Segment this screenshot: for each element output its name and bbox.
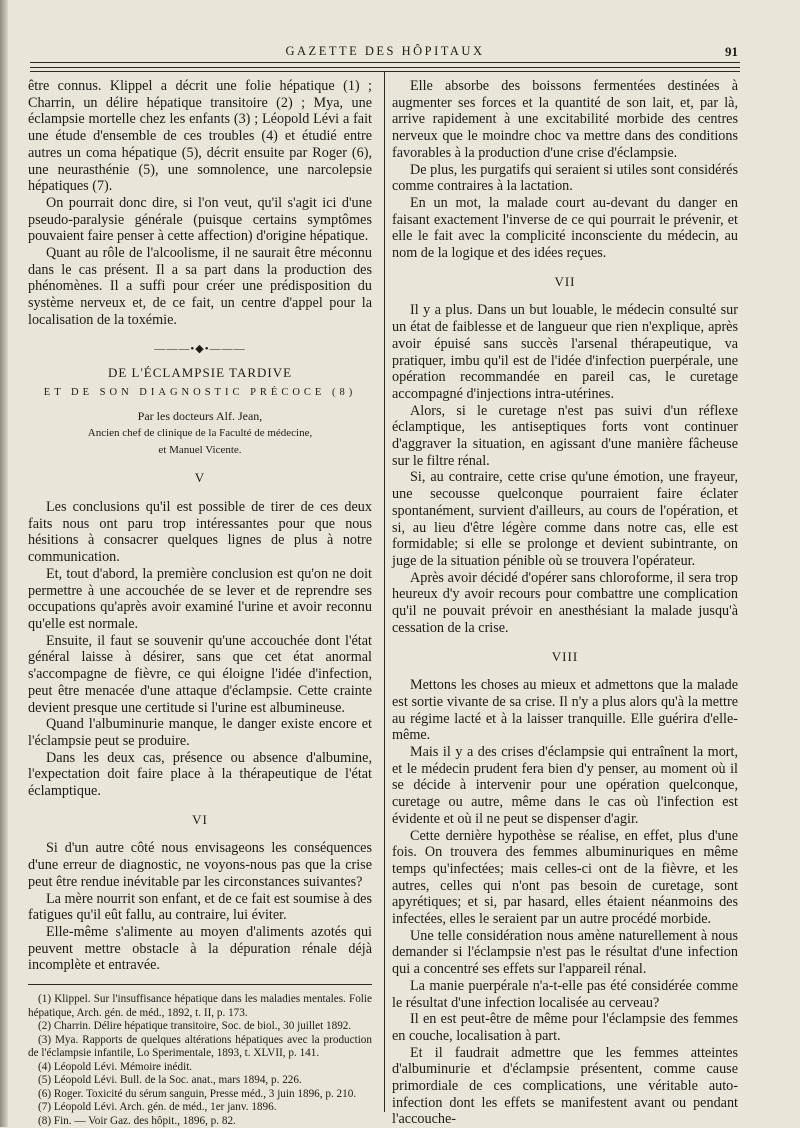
right-column [392, 78, 738, 1128]
footnote: (8) Fin. — Voir Gaz. des hôpit., 1896, p. 82. [38, 1114, 236, 1127]
footnote: (1) Klippel. Sur l'insuffisance hépatique dans les maladies mentales. Folie hépatique, Arch. gén. de méd., 1892, t. II, p. 173. [28, 993, 372, 1019]
paragraph: Elle-même s'alimente au moyen d'aliments azotés qui peuvent mettre obstacle à la dépuration rénale déjà incomplète et entravée. [28, 923, 372, 974]
footnote: (4) Léopold Lévi. Mémoire inédit. [38, 1060, 193, 1073]
paragraph: On pourrait donc dire, si l'on veut, qu'il s'agit ici d'une pseudo-paralysie générale (puisque certains symptômes pouvaient faire penser à cette affection) d'origine hépatique. [28, 194, 372, 245]
footnote: (2) Charrin. Délire hépatique transitoire, Soc. de biol., 30 juillet 1892. [38, 1020, 352, 1033]
paragraph: Dans les deux cas, présence ou absence d'albumine, l'expectation doit faire place à la thérapeutique de l'état éclamptique. [28, 749, 372, 800]
author-affiliation: Ancien chef de clinique de la Faculté de médecine, [87, 427, 313, 440]
coauthor: et Manuel Vicente. [158, 444, 242, 457]
footnote: (7) Léopold Lévi. Arch. gén. de méd., 1er janv. 1896. [38, 1101, 277, 1114]
article-title: DE L'ÉCLAMPSIE TARDIVE [107, 365, 293, 381]
footnote: (6) Roger. Toxicité du sérum sanguin, Presse méd., 3 juin 1896, p. 210. [38, 1087, 357, 1100]
paragraph: De plus, les purgatifs qui seraient si utiles sont considérés comme contraires à la lactation. [392, 161, 738, 195]
paragraph: Après avoir décidé d'opérer sans chloroforme, il sera trop heureux d'y avoir recours pour combattre une complication qu'il ne pouvait prévoir en anesthésiant la malade jusqu'à cessation de la crise. [392, 569, 738, 636]
footnote: (3) Mya. Rapports de quelques altérations hépatiques avec la production de l'éclampsie infantile, Lo Sperimentale, 1893, t. XLVII, p. 141. [28, 1033, 372, 1060]
footnotes [28, 993, 372, 1128]
section-heading-vi: VI [192, 811, 208, 827]
section-heading-viii: VIII [551, 648, 579, 664]
paragraph: Quant au rôle de l'alcoolisme, il ne saurait être méconnu dans le cas présent. Il a sa part dans la production des phénomènes. Il a suffi pour créer une prédisposition du système nerveux et, de ce fait, un centre d'appel pour la localisation de la toxémie. [28, 245, 372, 328]
paragraph: Si d'un autre côté nous envisageons les conséquences d'une erreur de diagnostic, ne voyons-nous pas que la crise peut être rendue inévitable par les circonstances suivantes? [28, 840, 372, 890]
article-subtitle: ET DE SON DIAGNOSTIC PRÉCOCE (8) [43, 386, 357, 398]
paragraph: Les conclusions qu'il est possible de tirer de ces deux faits nous ont paru trop intéressantes pour que nous hésitions à consacrer quelques lignes de plus à notre communication. [28, 499, 372, 566]
header-rule [30, 71, 740, 72]
binding-edge [0, 0, 8, 1127]
paragraph: Il en est peut-être de même pour l'éclampsie des femmes en couche, localisation à part. [392, 1011, 738, 1044]
journal-title: GAZETTE DES HÔPITAUX [285, 44, 485, 58]
footnote: (5) Léopold Lévi. Bull. de la Soc. anat., mars 1894, p. 226. [38, 1074, 302, 1087]
paragraph: Alors, si le curetage n'est pas suivi d'un réflexe éclamptique, les antiseptiques forts vont continuer d'aggraver la situation, en agissant d'une manière fâcheuse sur le filtre rénal. [392, 402, 738, 469]
paragraph: Quand l'albuminurie manque, le danger existe encore et l'éclampsie peut se produire. [28, 716, 372, 749]
footnote-rule [28, 984, 372, 985]
article-authors: Par les docteurs Alf. Jean, [137, 408, 263, 423]
header-double-rule [30, 62, 740, 68]
section-heading-vii: VII [554, 273, 576, 289]
section-heading-v: V [194, 470, 206, 486]
page-header [30, 36, 740, 58]
paragraph: En un mot, la malade court au-devant du danger en faisant exactement l'inverse de ce qui pourrait le prévenir, et elle le fait avec la complicité inconsciente du médecin, au nom de la logique et des idées reçues. [392, 194, 738, 262]
paragraph: La manie puerpérale n'a-t-elle pas été considérée comme le résultat d'une infection localisée au cerveau? [392, 977, 738, 1011]
separator-ornament: ———•◆•——— [154, 342, 246, 355]
paragraph: Mais il y a des crises d'éclampsie qui entraînent la mort, et le médecin prudent fera bien d'y penser, au moment où il se décide à intervenir pour une opération quelconque, curetage ou autre, même dans le cas où l'infection est évidente et où il ne peut se dispenser d'agir. [392, 744, 738, 827]
paragraph: Il y a plus. Dans un but louable, le médecin consulté sur un état de faiblesse et de langueur que rien n'explique, après avoir épuisé sans succès l'arsenal thérapeutique, va pratiquer, imbu qu'il est de l'idée d'infection puerpérale, une opération recommandée en pareil cas, le curetage accompagné d'injections intra-utérines. [392, 302, 738, 402]
paragraph: Et, tout d'abord, la première conclusion est qu'on ne doit permettre à une accouchée de se lever et de reprendre ses occupations qu'après avoir examiné l'urine et avoir reconnu qu'elle est normale. [28, 565, 372, 632]
paragraph: Une telle considération nous amène naturellement à nous demander si l'éclampsie n'est pas le résultat d'une infection qui a concentré ses effets sur l'appareil rénal. [392, 927, 738, 978]
paragraph: Et il faudrait admettre que les femmes atteintes d'albuminurie et d'éclampsie présentent, comme cause primordiale de ces complications, une véritable auto-infection dont les effets se manifestent avant ou pendant l'accouche- [392, 1044, 738, 1128]
paragraph: La mère nourrit son enfant, et de ce fait est soumise à des fatigues qu'il eût fallu, au contraire, lui éviter. [28, 890, 372, 924]
paragraph: Mettons les choses au mieux et admettons que la malade est sortie vivante de sa crise. Il n'y a plus alors qu'à la mettre au régime lacté et à la laisser tranquille. Elle guérira d'elle-même. [392, 677, 738, 744]
page-number: 91 [725, 44, 738, 59]
paragraph: Elle absorbe des boissons fermentées destinées à augmenter ses forces et la quantité de son lait, et, par là, arrive rapidement à une excitabilité morbide des centres nerveux que le moindre choc va mettre dans des conditions favorables à la production d'une crise d'éclampsie. [392, 78, 738, 161]
paragraph: être connus. Klippel a décrit une folie hépatique (1) ; Charrin, un délire hépatique transitoire (2) ; Mya, une éclampsie mortelle chez les enfants (3) ; Léopold Lévi a fait une étude d'ensemble de ces troubles (4) et étudié entre autres un coma hépatique (5), décrit ensuite par Roger (6), une neurasthénie (5), une somnolence, une narcolepsie hépatiques (7). [28, 78, 372, 195]
paragraph: Cette dernière hypothèse se réalise, en effet, plus d'une fois. On trouvera des femmes albuminuriques en même temps qu'infectées; mais celles-ci ont de la fièvre, et les autres, celles qui n'ont pas besoin de curetage, sont apyrétiques; et si, par hasard, elles étaient néanmoins des infectées, elles le seraient par un autre procédé morbide. [392, 827, 738, 928]
paragraph: Ensuite, il faut se souvenir qu'une accouchée dont l'état général laisse à désirer, sans que cet état anormal s'accompagne de fièvre, ce qui éloigne l'idée d'infection, peut être menacée d'une attaque d'éclampsie. Cette crainte devient presque une certitude si l'urine est albumineuse. [28, 632, 372, 716]
left-column [28, 78, 372, 1128]
paragraph: Si, au contraire, cette crise qu'une émotion, une frayeur, une secousse quelconque pourraient faire éclater spontanément, survient d'ailleurs, au cours de l'opération, et si, au lieu d'être légère comme dans notre cas, elle est formidable; si elle se prolonge et devient subintrante, on juge de la situation pénible où se trouvera l'opérateur. [392, 469, 738, 569]
column-divider [384, 72, 385, 1112]
